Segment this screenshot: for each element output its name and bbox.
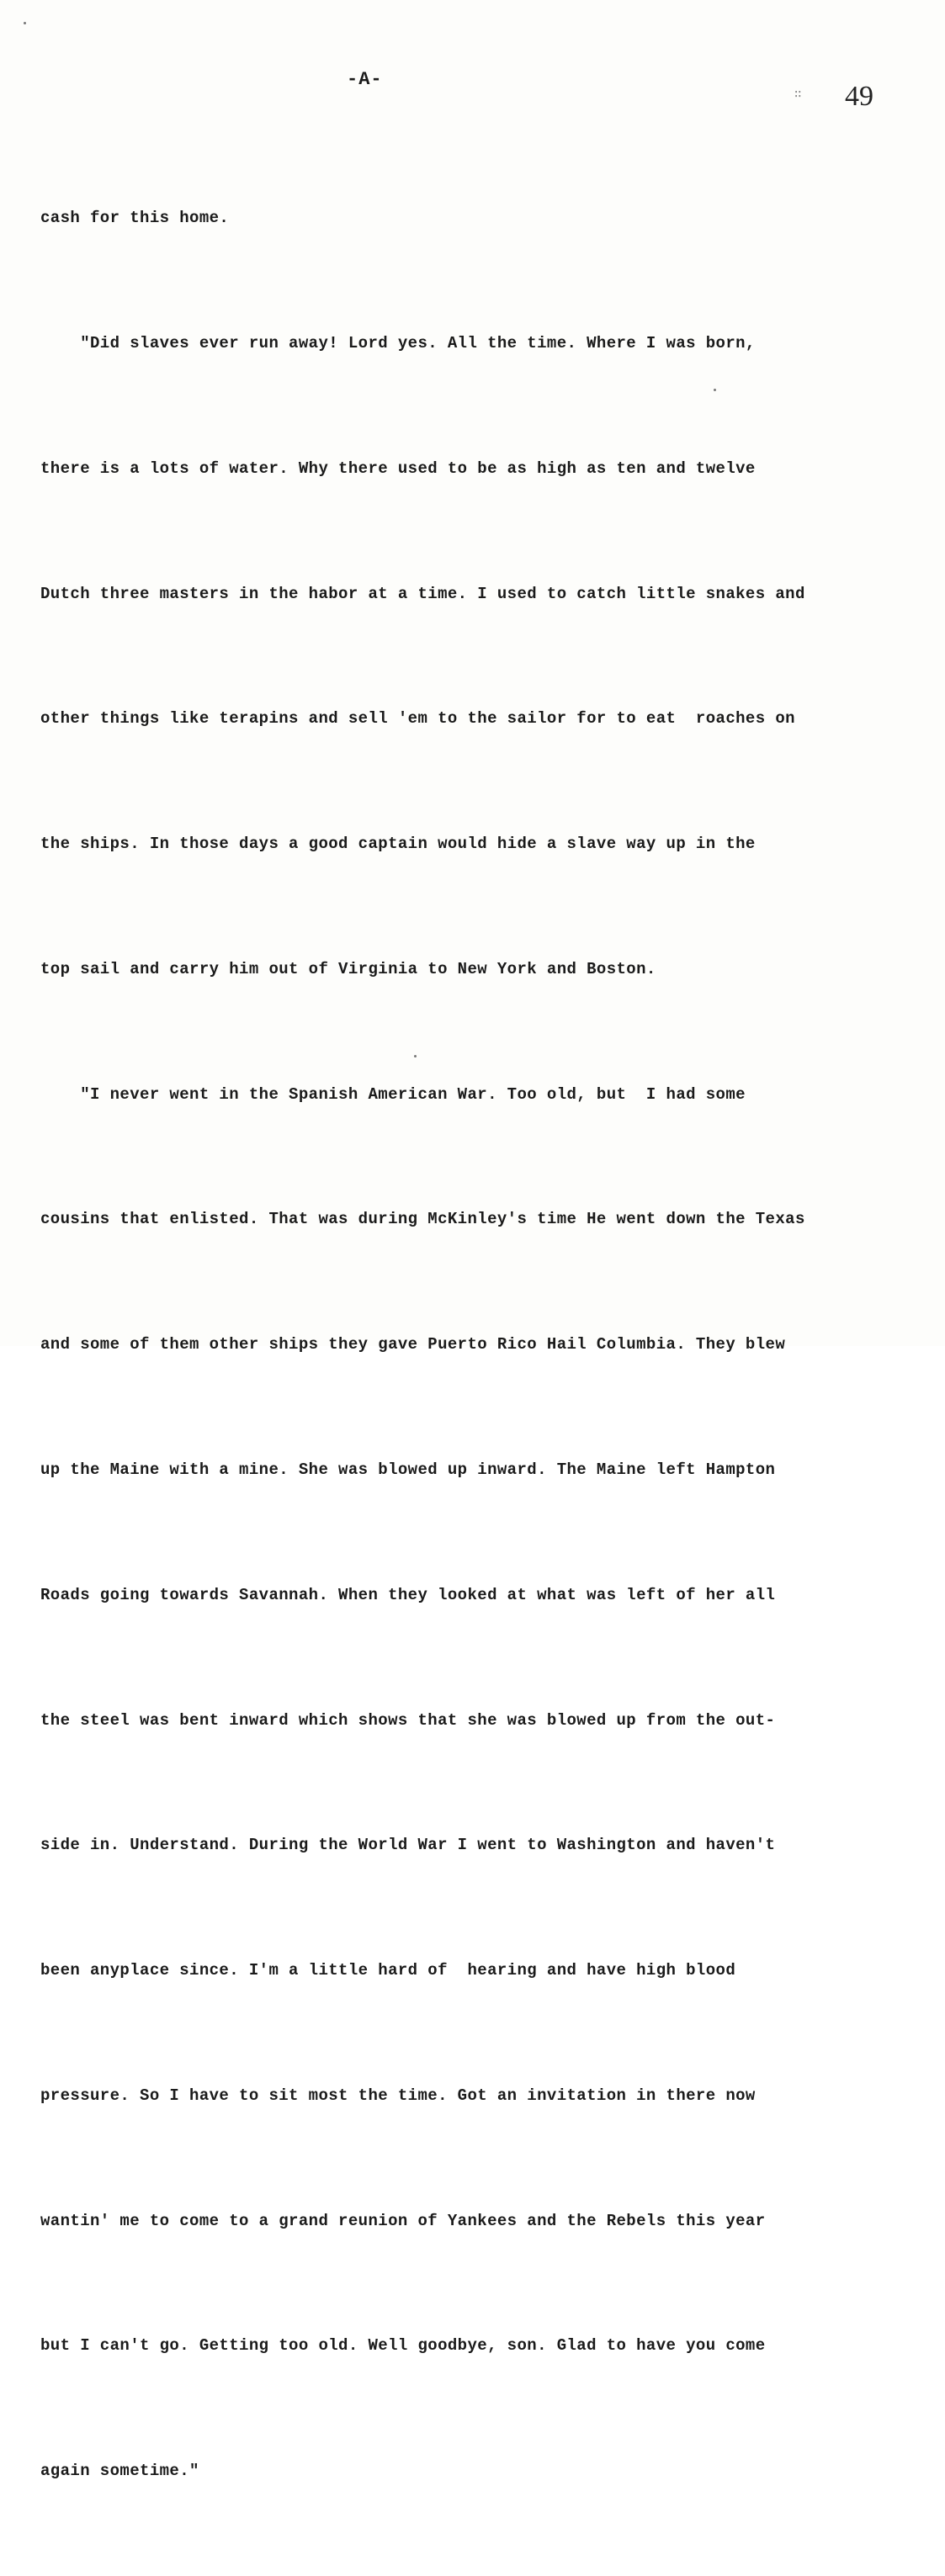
text-line: pressure. So I have to sit most the time. Got an invitation in there now xyxy=(40,2086,756,2105)
speck-mark xyxy=(714,389,716,391)
text-line: been anyplace since. I'm a little hard of hearing and have high blood xyxy=(40,1961,736,1980)
text-line: side in. Understand. During the World War I went to Washington and haven't xyxy=(40,1836,776,1855)
text-line: the steel was bent inward which shows that she was blowed up from the out- xyxy=(40,1710,776,1730)
text-line: but I can't go. Getting too old. Well goodbye, son. Glad to have you come xyxy=(40,2336,766,2356)
text-line: cash for this home. xyxy=(40,209,230,228)
text-line: the ships. In those days a good captain would hide a slave way up in the xyxy=(40,835,756,854)
text-line: and some of them other ships they gave Puerto Rico Hail Columbia. They blew xyxy=(40,1335,786,1354)
text-line: again sometime." xyxy=(40,2462,199,2481)
text-line: there is a lots of water. Why there used to be as high as ten and twelve xyxy=(40,458,756,478)
text-line: top sail and carry him out of Virginia to New York and Boston. xyxy=(40,959,656,978)
speck-mark xyxy=(414,1055,417,1057)
speck-mark xyxy=(24,22,26,24)
text-line: wantin' me to come to a grand reunion of Yankees and the Rebels this year xyxy=(40,2211,766,2230)
text-line: other things like terapins and sell 'em to the sailor for to eat roaches on xyxy=(40,709,795,729)
typed-body-text xyxy=(40,114,882,2576)
text-line: "Did slaves ever run away! Lord yes. All the time. Where I was born, xyxy=(40,333,756,352)
page-number: 49 xyxy=(845,81,873,112)
text-line: Roads going towards Savannah. When they looked at what was left of her all xyxy=(40,1585,776,1604)
page-header-mark: -A- xyxy=(347,69,383,90)
text-line: Dutch three masters in the habor at a time. I used to catch little snakes and xyxy=(40,584,805,603)
page-tick-mark: ∷ xyxy=(794,88,802,102)
text-line: up the Maine with a mine. She was blowed up inward. The Maine left Hampton xyxy=(40,1460,776,1479)
text-line: "I never went in the Spanish American War. Too old, but I had some xyxy=(40,1084,746,1104)
text-line: cousins that enlisted. That was during McKinley's time He went down the Texas xyxy=(40,1210,805,1229)
